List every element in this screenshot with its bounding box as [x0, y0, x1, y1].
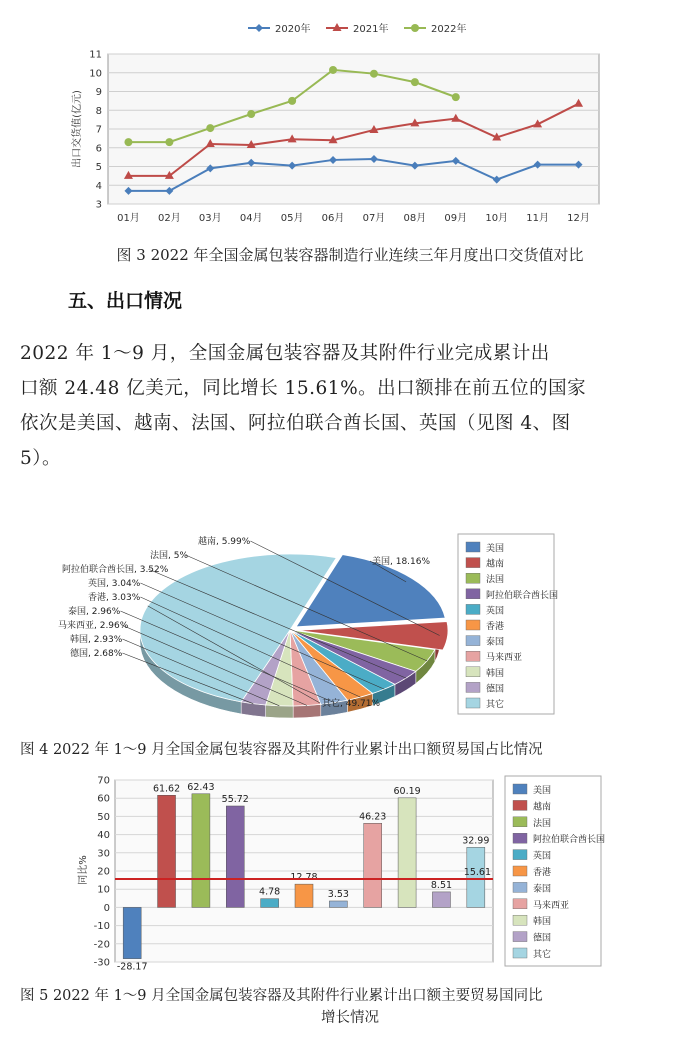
fig4-legend-label: 韩国	[486, 668, 505, 679]
fig3-y-tick-label: 3	[95, 199, 102, 211]
fig3-data-point	[329, 66, 337, 74]
fig4-legend-swatch	[466, 651, 480, 661]
fig3-data-point	[124, 138, 132, 146]
fig5-bar-value-label: 61.62	[152, 783, 181, 795]
fig5-caption-line1: 图 5 2022 年 1～9 月全国金属包装容器及其附件行业累计出口额主要贸易国同比	[20, 988, 543, 1004]
fig4-pie-chart	[0, 528, 700, 728]
fig5-y-tick-label: 10	[97, 884, 110, 896]
fig3-legend-marker	[411, 24, 419, 32]
fig4-slice-side	[266, 705, 294, 718]
fig4-slice-label: 韩国, 2.93%	[70, 635, 123, 645]
fig3-y-tick-label: 8	[95, 105, 102, 117]
fig3-y-tick-label: 5	[95, 162, 102, 173]
fig3-x-tick-label: 08月	[403, 213, 427, 224]
fig5-bar-value-label: 4.78	[259, 886, 281, 898]
fig3-data-point	[165, 138, 173, 146]
fig3-legend-label: 2021年	[353, 24, 389, 35]
paragraph-line: 5）。	[20, 448, 62, 469]
fig5-y-tick-label: 50	[97, 811, 110, 823]
fig5-legend-label: 越南	[533, 802, 552, 813]
fig3-x-tick-label: 11月	[526, 213, 549, 224]
fig3-x-tick-label: 05月	[280, 213, 304, 224]
fig5-legend-label: 德国	[533, 933, 552, 944]
fig4-legend-label: 香港	[486, 622, 505, 632]
fig5-legend-label: 香港	[533, 868, 552, 878]
fig5-legend-swatch	[513, 915, 527, 925]
fig5-y-tick-label: -20	[93, 939, 110, 951]
fig3-y-tick-label: 7	[95, 124, 102, 136]
fig4-slice-label: 阿拉伯联合酋长国, 3.52%	[62, 565, 169, 575]
fig4-legend-swatch	[466, 542, 480, 552]
fig5-legend-swatch	[513, 850, 527, 860]
fig3-data-point	[288, 97, 296, 105]
fig4-legend-label: 马来西亚	[486, 653, 523, 664]
fig4-legend-swatch	[466, 589, 480, 599]
fig5-bar-value-label: 12.78	[290, 872, 318, 884]
fig4-legend-swatch	[466, 682, 480, 692]
fig4-legend-label: 英国	[486, 606, 505, 617]
fig5-legend-label: 泰国	[533, 884, 552, 895]
fig4-legend-swatch	[466, 558, 480, 568]
fig4-slice-label: 其它, 49.71%	[322, 699, 381, 709]
fig5-legend-label: 其它	[533, 950, 552, 960]
fig5-legend-swatch	[513, 882, 527, 892]
fig5-bar	[158, 795, 176, 907]
fig4-legend-label: 美国	[486, 544, 505, 554]
fig4-legend-label: 德国	[486, 684, 505, 695]
fig3-data-point	[411, 78, 419, 86]
fig4-legend-label: 阿拉伯联合酋长国	[486, 590, 559, 601]
paragraph-line: 2022 年 1～9 月，全国金属包装容器及其附件行业完成累计出	[20, 343, 550, 364]
fig4-slice-label: 香港, 3.03%	[88, 593, 141, 603]
fig5-bar-value-label: 46.23	[359, 811, 387, 823]
fig3-y-tick-label: 9	[95, 87, 102, 98]
fig5-y-tick-label: 30	[97, 848, 110, 860]
fig4-slice-label: 马来西亚, 2.96%	[58, 621, 129, 631]
fig5-y-tick-label: 0	[103, 902, 110, 914]
fig5-legend-label: 马来西亚	[533, 900, 570, 911]
section-title: 五、出口情况	[68, 290, 183, 312]
fig4-legend-swatch	[466, 698, 480, 708]
fig5-legend-swatch	[513, 800, 527, 810]
fig4-slice-label: 英国, 3.04%	[88, 579, 141, 589]
fig5-y-tick-label: 40	[97, 830, 110, 842]
fig4-caption: 图 4 2022 年 1～9 月全国金属包装容器及其附件行业累计出口额贸易国占比情况	[20, 742, 543, 758]
fig5-legend-label: 阿拉伯联合酋长国	[533, 835, 606, 846]
body-paragraph	[20, 336, 688, 476]
fig3-x-tick-label: 01月	[117, 213, 140, 224]
fig5-legend-label: 法国	[533, 818, 552, 829]
fig4-legend-label: 越南	[486, 559, 505, 570]
fig5-legend-swatch	[513, 833, 527, 843]
fig3-x-tick-label: 06月	[321, 213, 345, 224]
fig5-bar-value-label: -28.17	[116, 961, 148, 972]
fig5-legend-label: 美国	[533, 786, 552, 796]
fig3-y-axis-label: 出口交货值(亿元)	[72, 90, 83, 168]
fig3-x-tick-label: 10月	[485, 213, 509, 224]
fig3-x-tick-label: 03月	[198, 213, 222, 224]
fig5-legend-swatch	[513, 866, 527, 876]
fig5-y-tick-label: 20	[97, 866, 110, 878]
paragraph-line: 依次是美国、越南、法国、阿拉伯联合酋长国、英国（见图 4、图	[20, 413, 571, 434]
fig4-legend-swatch	[466, 604, 480, 614]
fig5-y-tick-label: 70	[97, 775, 110, 787]
fig5-legend-label: 英国	[533, 851, 552, 862]
fig4-slice-side	[293, 704, 321, 718]
fig3-caption: 图 3 2022 年全国金属包装容器制造行业连续三年月度出口交货值对比	[116, 246, 584, 264]
fig3-x-tick-label: 12月	[567, 213, 590, 224]
fig3-legend-label: 2022年	[431, 24, 467, 35]
fig3-legend	[248, 22, 466, 35]
fig5-caption-line2: 增长情况	[321, 1010, 379, 1026]
fig5-bar	[295, 884, 313, 907]
fig5-bar-value-label: 32.99	[462, 835, 490, 847]
fig5-bar-value-label: 55.72	[221, 793, 249, 805]
fig4-slice-label: 德国, 2.68%	[70, 649, 123, 659]
fig5-bar-value-label: 8.51	[430, 879, 453, 891]
fig5-y-tick-label: -30	[93, 957, 110, 969]
fig5-bar	[226, 806, 244, 907]
fig5-bar	[329, 901, 347, 907]
fig5-bar-value-label: 3.53	[327, 888, 349, 900]
fig4-legend-label: 泰国	[486, 637, 505, 648]
fig3-line-chart	[0, 0, 700, 232]
fig4-slice-label: 泰国, 2.96%	[68, 607, 121, 617]
fig5-reference-label: 15.61	[463, 866, 491, 878]
fig3-data-point	[247, 110, 255, 118]
fig4-slice-label: 美国, 18.16%	[372, 557, 431, 567]
fig3-y-tick-label: 10	[89, 68, 102, 80]
fig5-y-tick-label: 60	[97, 793, 110, 805]
fig4-legend-label: 法国	[486, 575, 505, 586]
fig5-bar-chart	[0, 768, 700, 972]
fig5-bar	[432, 892, 450, 907]
fig4-legend-swatch	[466, 636, 480, 646]
fig3-y-tick-label: 11	[89, 49, 102, 61]
fig5-bar	[123, 907, 141, 958]
fig5-bar-value-label: 62.43	[187, 781, 215, 793]
fig3-y-tick-label: 6	[95, 143, 102, 155]
fig5-y-tick-label: -10	[93, 921, 110, 933]
fig5-bar	[192, 794, 210, 908]
fig3-x-tick-label: 02月	[158, 213, 181, 224]
fig5-legend-label: 韩国	[533, 917, 552, 928]
fig5-bar	[364, 823, 382, 907]
fig5-legend-swatch	[513, 784, 527, 794]
fig5-bar-value-label: 60.19	[393, 785, 421, 797]
fig5-bar	[398, 798, 416, 908]
fig3-y-tick-label: 4	[95, 180, 102, 192]
fig4-legend-swatch	[466, 620, 480, 630]
fig4-slice-label: 越南, 5.99%	[198, 537, 251, 547]
fig3-data-point	[370, 70, 378, 78]
fig3-x-tick-label: 04月	[239, 213, 263, 224]
fig4-legend-swatch	[466, 573, 480, 583]
fig4-legend-swatch	[466, 667, 480, 677]
fig5-legend-swatch	[513, 899, 527, 909]
fig5-legend-swatch	[513, 948, 527, 958]
fig4-legend-label: 其它	[486, 700, 505, 710]
fig5-y-axis-label: 同比%	[78, 855, 89, 885]
fig3-legend-label: 2020年	[275, 24, 311, 35]
fig5-legend-swatch	[513, 817, 527, 827]
fig3-x-tick-label: 09月	[444, 213, 468, 224]
fig3-data-point	[206, 124, 214, 132]
fig3-x-tick-label: 07月	[362, 213, 386, 224]
fig4-slice-label: 法国, 5%	[150, 551, 188, 561]
fig3-data-point	[452, 93, 460, 101]
paragraph-line: 口额 24.48 亿美元，同比增长 15.61%。出口额排在前五位的国家	[20, 378, 587, 399]
fig5-bar	[261, 899, 279, 908]
fig3-legend-marker	[255, 24, 263, 32]
fig5-legend-swatch	[513, 932, 527, 942]
